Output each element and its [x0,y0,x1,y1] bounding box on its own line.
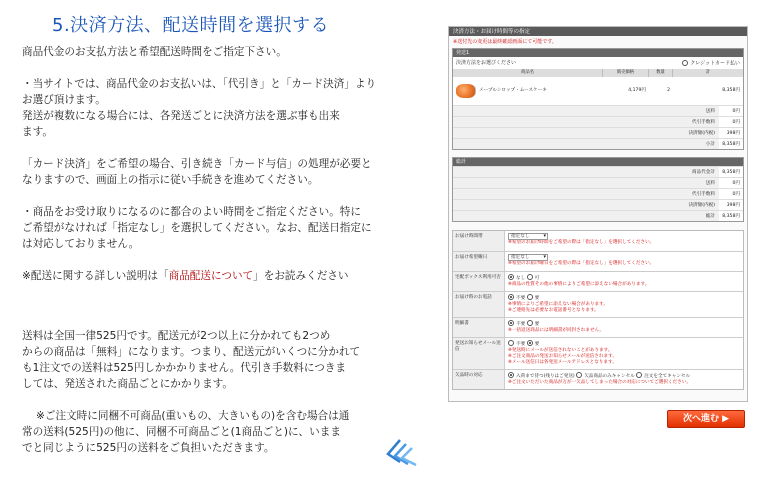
radio-icon[interactable] [527,274,533,280]
card-text-1: 「カード決済」をご希望の場合、引き続き「カード与信」の処理が必要と [22,158,372,170]
time-text-3: は対応しておりません。 [22,238,140,250]
radio-label: 不要 [516,295,526,301]
phone-call-value [505,292,743,317]
radio-icon[interactable] [508,274,514,280]
radio-label: 可 [534,275,540,281]
delivery-box-none[interactable] [508,276,525,281]
radio-icon[interactable] [527,340,533,346]
radio-icon[interactable] [527,294,533,300]
shipping-text-3: も1注文での送料は525円しかかかりません。代引き手数料につきま [22,362,347,374]
total-label: 総計 [453,211,719,221]
delivery-day-select[interactable]: 指定なし ▾ [508,254,548,261]
checkout-form-screenshot [448,26,748,402]
payment-text-1: ・当サイトでは、商品代金のお支払いは、「代引き」と「カード決済」より [22,78,377,90]
col-name: 商品名 [453,69,603,77]
invoice-note: ※一括返送商品には明細書が同封されません。 [508,327,605,333]
total-row [453,177,743,188]
shipment-1-section [452,48,744,150]
invoice-value [505,318,743,337]
options-section [452,230,744,390]
radio-icon[interactable] [508,340,514,346]
phone-call-not-needed[interactable] [508,296,525,301]
delivery-info-link[interactable]: 商品配送について [168,270,254,282]
shipping-text-1: 送料は全国一律525円です。配送元が2つ以上に分かれても2つめ [22,330,331,342]
out-of-stock-value [505,370,743,389]
ship-mail-note: ※ご注文商品の発送お知らせメールが送信されます。 [508,353,617,359]
bulky-text-3: でと同じように525円の送料をご負担いただきます。 [22,442,275,454]
time-text-1: ・商品をお受け取りになるのに都合のよい時間をご指定ください。特に [22,206,361,218]
ship-mail-value [505,338,743,369]
invoice-option [453,317,743,337]
radio-icon[interactable] [508,320,514,326]
summary-row [453,116,743,127]
payment-text-4: ます。 [22,126,53,138]
item-table-header [453,69,743,77]
delivery-day-option [453,251,743,271]
time-text-2: ご希望がなければ「指定なし」を選択してください。なお、配送日指定に [22,222,372,234]
total-value: 0円 [732,191,740,197]
radio-icon[interactable] [508,294,514,300]
instructions [22,44,382,456]
radio-label: 欠品商品のみキャンセル [584,373,635,379]
product-image [453,84,479,98]
summary-label: 小計 [453,139,719,149]
delivery-time-label: お届け時間帯 [453,231,505,251]
ship-mail-not-needed[interactable] [508,342,525,347]
col-price: 販売価格 [603,69,649,77]
total-row [453,199,743,210]
out-of-stock-note: ※ご注文いただいた商品が万が一欠品してしまった場合の対応についてご選択ください。 [508,379,691,385]
total-row [453,188,743,199]
total-value: 8,358円 [722,213,740,219]
payment-text-2: お選び頂けます。 [22,94,106,106]
delivery-box-note: ※商品の性質その他の事情によりご希望に添えない場合があります。 [508,281,650,287]
page-title: 5.決済方法、配送時間を選択する [52,15,330,36]
phone-call-note: ※ご連絡先は必要なお電話番号となります。 [508,307,599,313]
product-total: 8,358円 [722,88,740,93]
chevron-decoration-icon [384,438,418,466]
total-label: 代引手数料 [453,189,719,199]
ship-mail-note: ※発送時にメールが送信されないことがあります。 [508,347,613,353]
delivery-info-suffix: 」をお読みください [253,270,349,282]
bulky-text-1: ※ご注文時に同梱不可商品(重いもの、大きいもの)を含む場合は通 [36,410,350,422]
credit-card-label: クレジットカード払い [690,60,740,67]
invoice-needed[interactable] [527,322,540,327]
summary-value: 0円 [732,119,740,125]
summary-row [453,105,743,116]
bulky-text-2: 常の送料(525円)の他に、同梱不可商品ごと(1商品ごと)に、いまま [22,426,341,438]
delivery-time-option [453,231,743,251]
ship-mail-needed[interactable] [527,342,540,347]
total-label: 決済額(内税) [453,200,719,210]
form-note: ※送付先の変更は最終確認画面にて可能です。 [453,39,557,45]
phone-call-option [453,291,743,317]
delivery-info-text [22,268,382,284]
delivery-box-label: 宅配ボックス利用可否 [453,272,505,291]
summary-value: 8,358円 [722,141,740,147]
payment-text-3: 発送が複数になる場合には、各発送ごとに決済方法を選ぶ事も出来 [22,110,340,122]
summary-label: 決済額(内税) [453,128,719,138]
shipping-text-4: しては、発送された商品ごとにかかります。 [22,378,234,390]
radio-label: 入荷まで待つ(残りはご発送) [516,373,575,379]
total-label: 商品代金計 [453,167,719,177]
radio-label: 注文を全てキャンセル [644,373,691,379]
intro-text: 商品代金のお支払方法と希望配送時間をご指定下さい。 [22,46,287,58]
col-total: 計 [705,70,711,75]
card-text-2: なりますので、画面上の指示に従い手続きを進めてください。 [22,174,319,186]
oos-cancel-all[interactable] [636,374,690,379]
payment-method-label: 決済方法をお選びください [456,60,517,66]
table-row [453,77,743,105]
out-of-stock-label: 欠品時の対応 [453,370,505,389]
invoice-not-needed[interactable] [508,322,525,327]
payment-method-row [453,57,743,69]
oos-wait[interactable] [508,374,575,379]
credit-card-option[interactable] [682,60,740,67]
radio-label: 要 [534,341,540,347]
delivery-time-value [505,231,743,251]
delivery-time-select[interactable]: 指定なし ▾ [508,233,548,240]
radio-label: 不要 [516,341,526,347]
radio-label: 要 [534,295,540,301]
delivery-box-ok[interactable] [527,276,540,281]
ship-mail-note: ※メール送信日は各発送メールアドレスとなります。 [508,359,617,365]
invoice-label: 明細書 [453,318,505,337]
total-row [453,210,743,221]
next-button[interactable]: 次へ進む ▶ [667,410,745,428]
shipping-text-2: からの商品は「無料」になります。つまり、配送元がいくつに分かれて [22,346,361,358]
radio-label: 不要 [516,321,526,327]
delivery-day-label: お届け希望曜日 [453,252,505,271]
ship-mail-label: 発送お知らせメール送信 [453,338,505,369]
radio-label: 要 [534,321,540,327]
total-value: 0円 [732,180,740,186]
delivery-info-prefix: ※配送に関する詳しい説明は「 [22,270,169,282]
total-section [452,157,744,222]
summary-value: 398円 [726,130,740,136]
oos-cancel-item[interactable] [576,374,635,379]
radio-icon[interactable] [508,372,514,378]
shipment-1-title: 発送1 [453,49,743,57]
radio-icon[interactable] [576,372,582,378]
radio-label: なし [516,275,526,281]
delivery-box-option [453,271,743,291]
radio-icon[interactable] [636,372,642,378]
total-title: 総計 [453,158,743,166]
delivery-box-value [505,272,743,291]
total-value: 8,358円 [722,169,740,175]
phone-call-label: お届け時のお電話 [453,292,505,317]
col-qty: 数量 [649,69,673,77]
total-label: 送料 [453,178,719,188]
summary-row [453,138,743,149]
phone-call-needed[interactable] [527,296,540,301]
total-row [453,166,743,177]
delivery-time-note: ※希望のお届け時間をご希望の際は「指定なし」を選択してください。 [508,240,655,245]
summary-value: 0円 [732,108,740,114]
product-name[interactable]: メープルシロップ・ムースケーキ [479,88,547,93]
product-price: 4,179円 [628,88,646,93]
summary-row [453,127,743,138]
radio-icon[interactable] [682,60,688,66]
summary-label: 代引手数料 [453,117,719,127]
total-value: 398円 [726,202,740,208]
product-qty: 2 [667,88,670,93]
ship-mail-option [453,337,743,369]
form-header: 決済方法・お届け時間等の指定 [449,27,747,36]
phone-call-note: ※事情によりご希望に添えない場合があります。 [508,301,608,307]
summary-label: 送料 [453,106,719,116]
radio-icon[interactable] [527,320,533,326]
out-of-stock-option [453,369,743,389]
delivery-day-value [505,252,743,271]
delivery-day-note: ※希望のお届け曜日をご希望の際は「指定なし」を選択してください。 [508,261,655,266]
